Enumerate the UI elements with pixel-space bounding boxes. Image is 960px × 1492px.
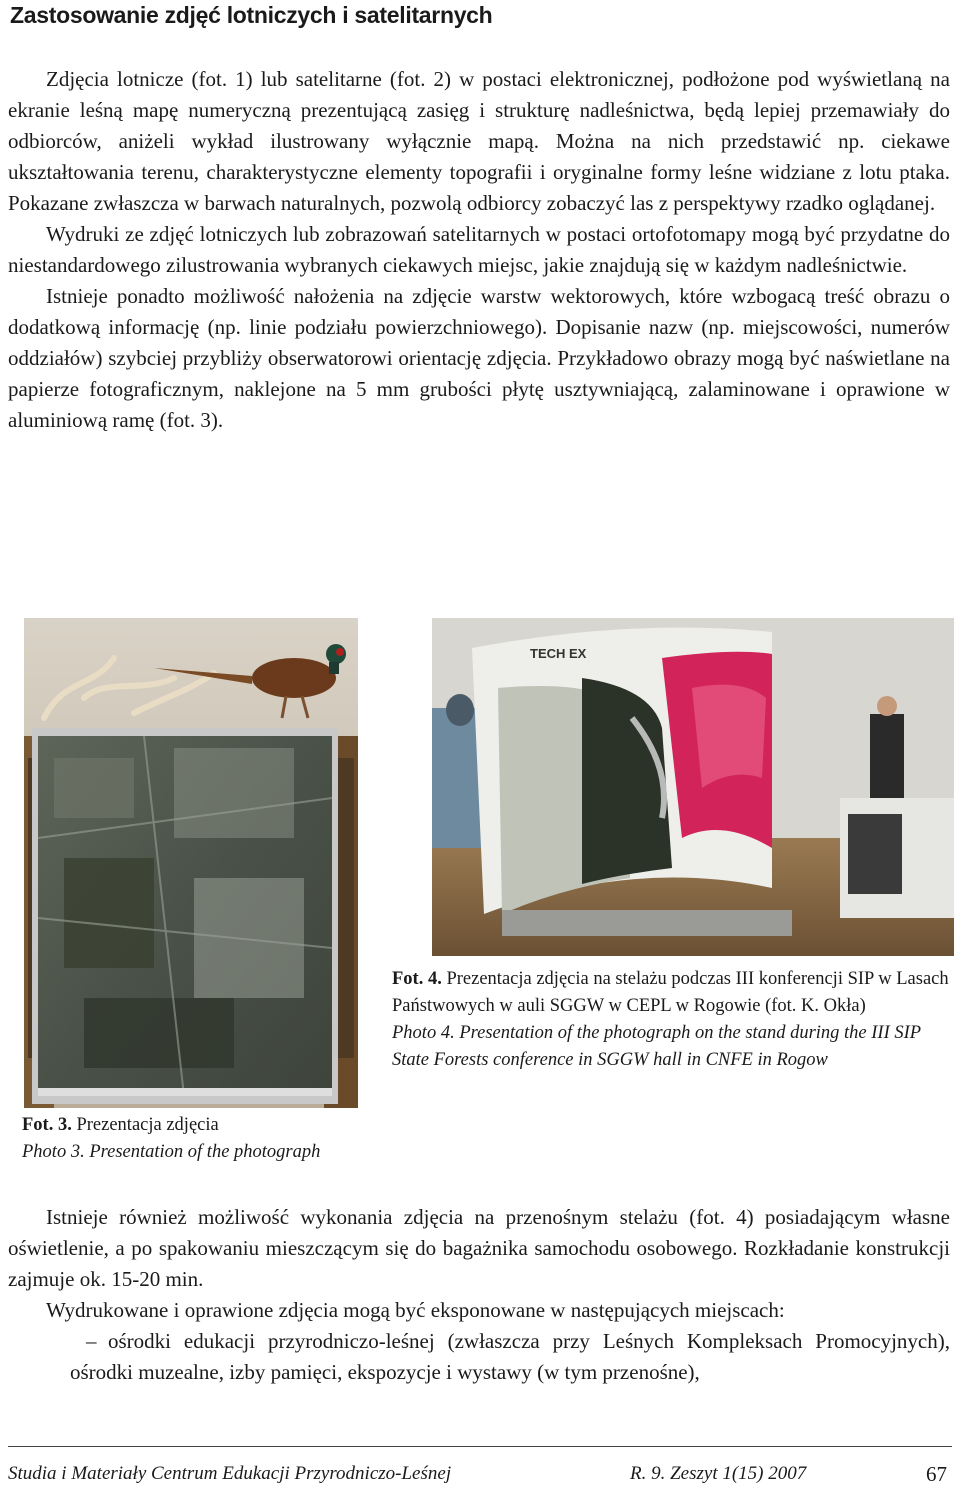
caption-4-en: Photo 4. Presentation of the photograph on the stand during the III SIP State Forests conference in SGGW hall in CNFE in Rogow <box>392 1023 921 1070</box>
footer-journal-title: Studia i Materiały Centrum Edukacji Przyrodniczo-Leśnej <box>8 1463 452 1484</box>
caption-3-en: Photo 3. Presentation of the photograph <box>22 1142 321 1162</box>
footer-rule <box>8 1446 952 1447</box>
photo-4-graphic <box>432 618 954 956</box>
photo-3-framed-aerial-image <box>24 618 358 1108</box>
caption-3-label: Fot. 3. <box>22 1115 72 1135</box>
list-item <box>8 1326 950 1388</box>
caption-3-pl <box>22 1112 367 1139</box>
section-heading: Zastosowanie zdjęć lotniczych i satelitarnych <box>10 2 493 28</box>
caption-4-pl <box>392 966 952 1020</box>
photo-4-caption <box>392 966 952 1074</box>
photo-3-graphic <box>24 618 358 1108</box>
text-block-bottom <box>8 1202 950 1388</box>
list-item-text: ośrodki edukacji przyrodniczo-leśnej (zwłaszcza przy Leśnych Kompleksach Promocyjnych), ośrodki muzealne, izby pamięci, ekspozycje i wystawy (w tym przenośne), <box>70 1329 950 1384</box>
banner-text: TECH EX <box>530 646 587 661</box>
paragraph: Zdjęcia lotnicze (fot. 1) lub satelitarne (fot. 2) w postaci elektronicznej, podłożone pod wyświetlaną na ekranie leśną mapę numeryczną prezentującą zasięg i strukturę nadleśnictwa, będą lepiej przemawiały do odbiorców, aniżeli wykład ilustrowany wyłącznie mapą. Można na nich przedstawić np. ciekawe ukształtowania terenu, charakterystyczne elementy topografii i oryginalne formy leśne widziane z lotu ptaka. Pokazane zwłaszcza w barwach naturalnych, pozwolą odbiorcy zobaczyć las z perspektywy rzadko oglądanej. <box>8 67 950 215</box>
page-number: 67 <box>926 1462 947 1486</box>
paragraph: Wydruki ze zdjęć lotniczych lub zobrazowań satelitarnych w postaci ortofotomapy mogą być przydatne do niestandardowego zilustrowania wybranych ciekawych miejsc, jakie znajdują się w każdym nadleśnictwie. <box>8 222 950 277</box>
paragraph: Istnieje również możliwość wykonania zdjęcia na przenośnym stelażu (fot. 4) posiadającym własne oświetlenie, a po spakowaniu mieszczącym się do bagażnika samochodu osobowego. Rozkładanie konstrukcji zajmuje ok. 15-20 min. <box>8 1205 950 1291</box>
photo-4-banner-stand <box>432 618 954 956</box>
caption-3-pl-text: Prezentacja zdjęcia <box>76 1115 219 1135</box>
text-block-top <box>8 64 950 436</box>
caption-4-label: Fot. 4. <box>392 969 442 989</box>
list-dash: – <box>86 1329 97 1353</box>
paragraph: Istnieje ponadto możliwość nałożenia na zdjęcie warstw wektorowych, które wzbogacą treść obrazu o dodatkową informację (np. linie podziału powierzchniowego). Dopisanie nazw (np. miejscowości, numerów oddziałów) szybciej przybliży obserwatorowi orientację zdjęcia. Przykładowo obrazy mogą być naświetlane na papierze fotograficznym, naklejone na 5 mm grubości płytę usztywniającą, zalaminowane i oprawione w aluminiową ramę (fot. 3). <box>8 284 950 432</box>
paragraph: Wydrukowane i oprawione zdjęcia mogą być eksponowane w następujących miejscach: <box>46 1298 785 1322</box>
photo-3-caption <box>22 1112 367 1166</box>
caption-4-pl-text: Prezentacja zdjęcia na stelażu podczas III konferencji SIP w Lasach Państwowych w auli SGGW w CEPL w Rogowie (fot. K. Okła) <box>392 969 949 1016</box>
footer-volume: R. 9. Zeszyt 1(15) 2007 <box>630 1463 807 1484</box>
